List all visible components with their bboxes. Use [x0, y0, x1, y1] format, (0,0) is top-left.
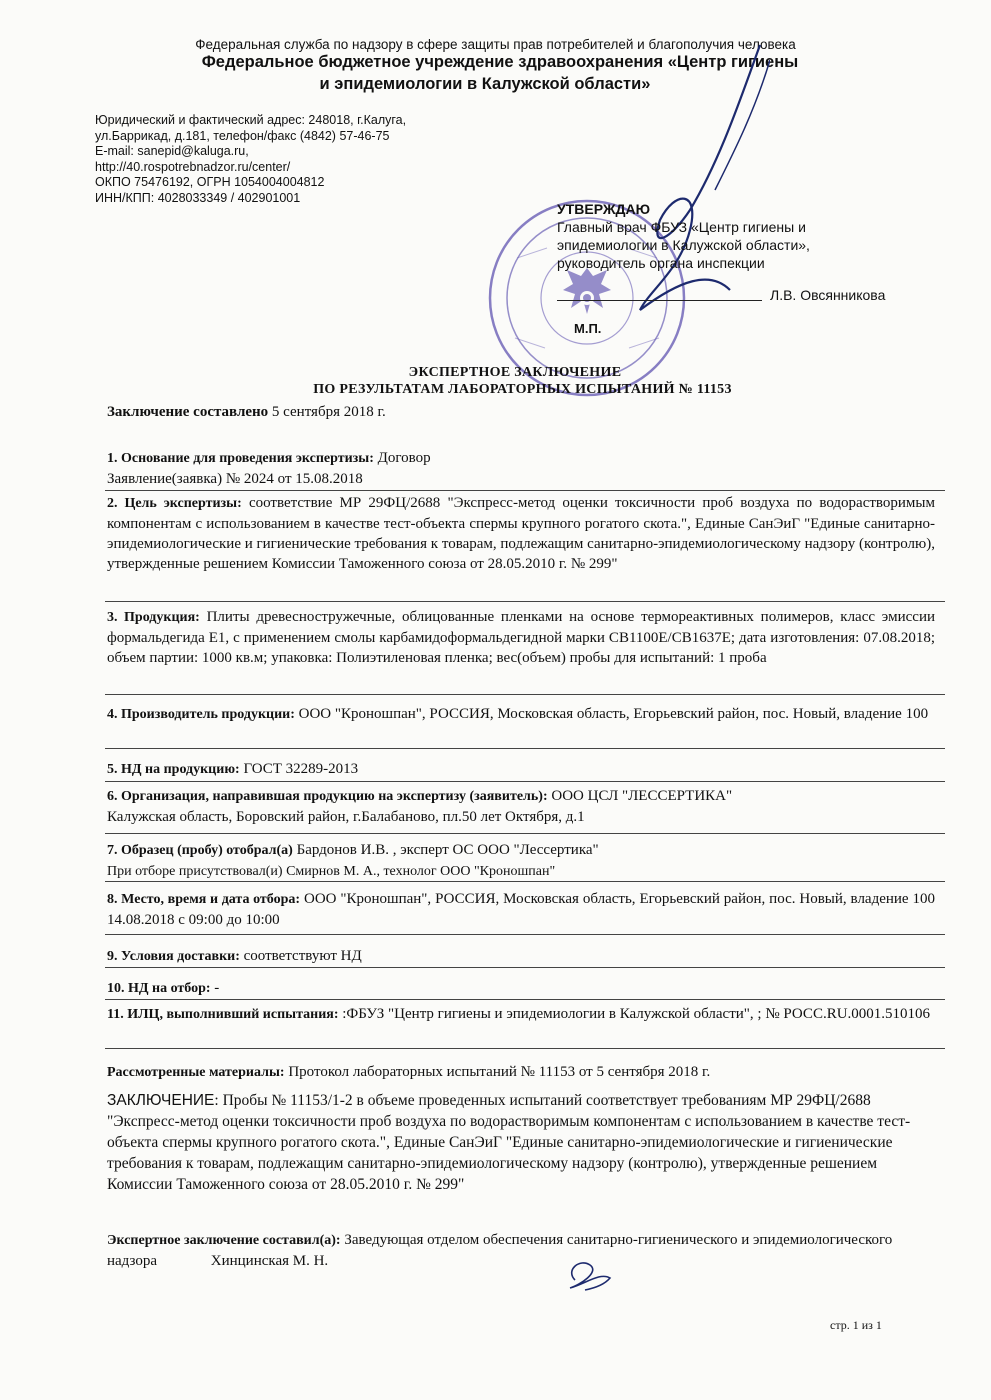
- address-block: [95, 113, 406, 206]
- address-line: ул.Баррикад, д.181, телефон/факс (4842) 57-46-75: [95, 128, 390, 143]
- okpo-line: ОКПО 75476192, ОГРН 1054004004812: [95, 175, 325, 189]
- approval-line: Главный врач ФБУЗ «Центр гигиены и: [557, 219, 806, 235]
- divider: [105, 1048, 945, 1049]
- seal-place-label: М.П.: [574, 321, 602, 336]
- divider: [105, 694, 945, 695]
- divider: [105, 833, 945, 834]
- page-number: стр. 1 из 1: [830, 1318, 882, 1332]
- author-block: Экспертное заключение составил(а): Заведующая отделом обеспечения санитарно-гигиенического и эпидемиологического надзора Хинцинская М. Н.: [107, 1232, 893, 1269]
- section-applicant: 6. Организация, направившая продукцию на экспертизу (заявитель): ООО ЦСЛ "ЛЕССЕРТИКА" Калужская область, Боровский район, г.Балабаново, пл.50 лет Октября, д.1: [107, 788, 733, 825]
- section-sampling-place: 8. Место, время и дата отбора: ООО "Кроношпан", РОССИЯ, Московская область, Егорьевский район, пос. Новый, владение 100 14.08.2018 с 09:00 до 10:00: [107, 891, 935, 928]
- address-line: Юридический и фактический адрес: 248018, г.Калуга,: [95, 113, 407, 127]
- section-basis: 1. Основание для проведения экспертизы: Договор Заявление(заявка) № 2024 от 15.08.2018: [107, 450, 431, 487]
- org-name-line1: Федеральное бюджетное учреждение здравоохранения «Центр гигиены: [201, 53, 799, 71]
- divider: [105, 748, 945, 749]
- agency-name: Федеральная служба по надзору в сфере защиты прав потребителей и благополучия человека: [195, 37, 796, 52]
- divider: [105, 881, 945, 882]
- approval-block: [557, 200, 810, 272]
- document-title: ЭКСПЕРТНОЕ ЗАКЛЮЧЕНИЕ: [408, 365, 622, 380]
- author-signature-icon: [555, 1250, 625, 1295]
- author-name: Хинцинская М. Н.: [210, 1253, 329, 1269]
- section-product-standard: 5. НД на продукцию: ГОСТ 32289-2013: [107, 761, 359, 777]
- divider: [105, 781, 945, 782]
- document-subtitle: ПО РЕЗУЛЬТАТАМ ЛАБОРАТОРНЫХ ИСПЫТАНИЙ № 11153: [313, 382, 732, 397]
- divider: [105, 934, 945, 935]
- divider: [105, 967, 945, 968]
- website-line: http://40.rospotrebnadzor.ru/center/: [95, 159, 291, 174]
- section-product: 3. Продукция: Плиты древесностружечные, облицованные пленками на основе термореактивных полимеров, класс эмиссии формальдегида Е1, с применением смолы карбамидоформальдегидной марки СВ1100Е/СВ1637Е; дата изготовления: 07.08.2018; объем партии: 1000 кв.м; упаковка: Полиэтиленовая пленка; вес(объем) пробы для испытаний: 1 проба: [107, 609, 935, 666]
- approval-line: эпидемиологии в Калужской области»,: [557, 237, 810, 253]
- section-delivery: 9. Условия доставки: соответствуют НД: [107, 948, 362, 964]
- reviewed-materials: Рассмотренные материалы: Протокол лабораторных испытаний № 11153 от 5 сентября 2018 г.: [107, 1064, 711, 1080]
- director-signature-icon: [620, 40, 770, 340]
- eagle-emblem-icon: [563, 268, 611, 314]
- email-line: E-mail: sanepid@kaluga.ru,: [95, 144, 249, 158]
- inn-line: ИНН/КПП: 4028033349 / 402901001: [95, 190, 301, 205]
- divider: [105, 999, 945, 1000]
- divider: [105, 601, 945, 602]
- signature-line: [557, 300, 762, 301]
- approval-line: руководитель органа инспекции: [557, 255, 765, 271]
- approval-heading: УТВЕРЖДАЮ: [557, 201, 651, 217]
- conclusion: ЗАКЛЮЧЕНИЕ: Пробы № 11153/1-2 в объеме проведенных испытаний соответствует требованиям МР 29ФЦ/2688 "Экспресс-метод оценки токсичности проб воздуха по водорастворимым компонентам с использованием в качестве тест-объекта спермы крупного рогатого скота.", Единые СанЭиГ "Единые санитарно-эпидемиологические и гигиенические требования к товарам, подлежащим санитарно-эпидемиологическому надзору (контролю), утвержденные решением Комиссии Таможенного союза от 28.05.2010 г. № 299": [107, 1092, 911, 1193]
- section-purpose: 2. Цель экспертизы: соответствие МР 29ФЦ/2688 "Экспресс-метод оценки токсичности проб воздуха по водорастворимым компонентам с использованием в качестве тест-объекта спермы крупного рогатого скота.", Единые СанЭиГ "Единые санитарно-эпидемиологические и гигиенические требования к товарам, подлежащим санитарно-эпидемиологическому надзору (контролю), утвержденные решением Комиссии Таможенного союза от 28.05.2010 г. № 299": [107, 495, 935, 572]
- org-name-line2: и эпидемиологии в Калужской области»: [319, 75, 651, 93]
- signer-name: Л.В. Овсянникова: [770, 287, 886, 303]
- divider: [105, 490, 945, 491]
- section-sampler: 7. Образец (пробу) отобрал(а) Бардонов И.В. , эксперт ОС ООО "Лессертика" При отборе присутствовал(и) Смирнов М. А., технолог ООО "Кроношпан": [107, 842, 599, 879]
- section-laboratory: 11. ИЛЦ, выполнивший испытания: :ФБУЗ "Центр гигиены и эпидемиологии в Калужской области", ; № РОСС.RU.0001.510106: [107, 1006, 931, 1022]
- composed-date: Заключение составлено 5 сентября 2018 г.: [107, 404, 386, 420]
- section-manufacturer: 4. Производитель продукции: ООО "Кроношпан", РОССИЯ, Московская область, Егорьевский район, пос. Новый, владение 100: [107, 706, 929, 722]
- section-sampling-standard: 10. НД на отбор: -: [107, 980, 220, 996]
